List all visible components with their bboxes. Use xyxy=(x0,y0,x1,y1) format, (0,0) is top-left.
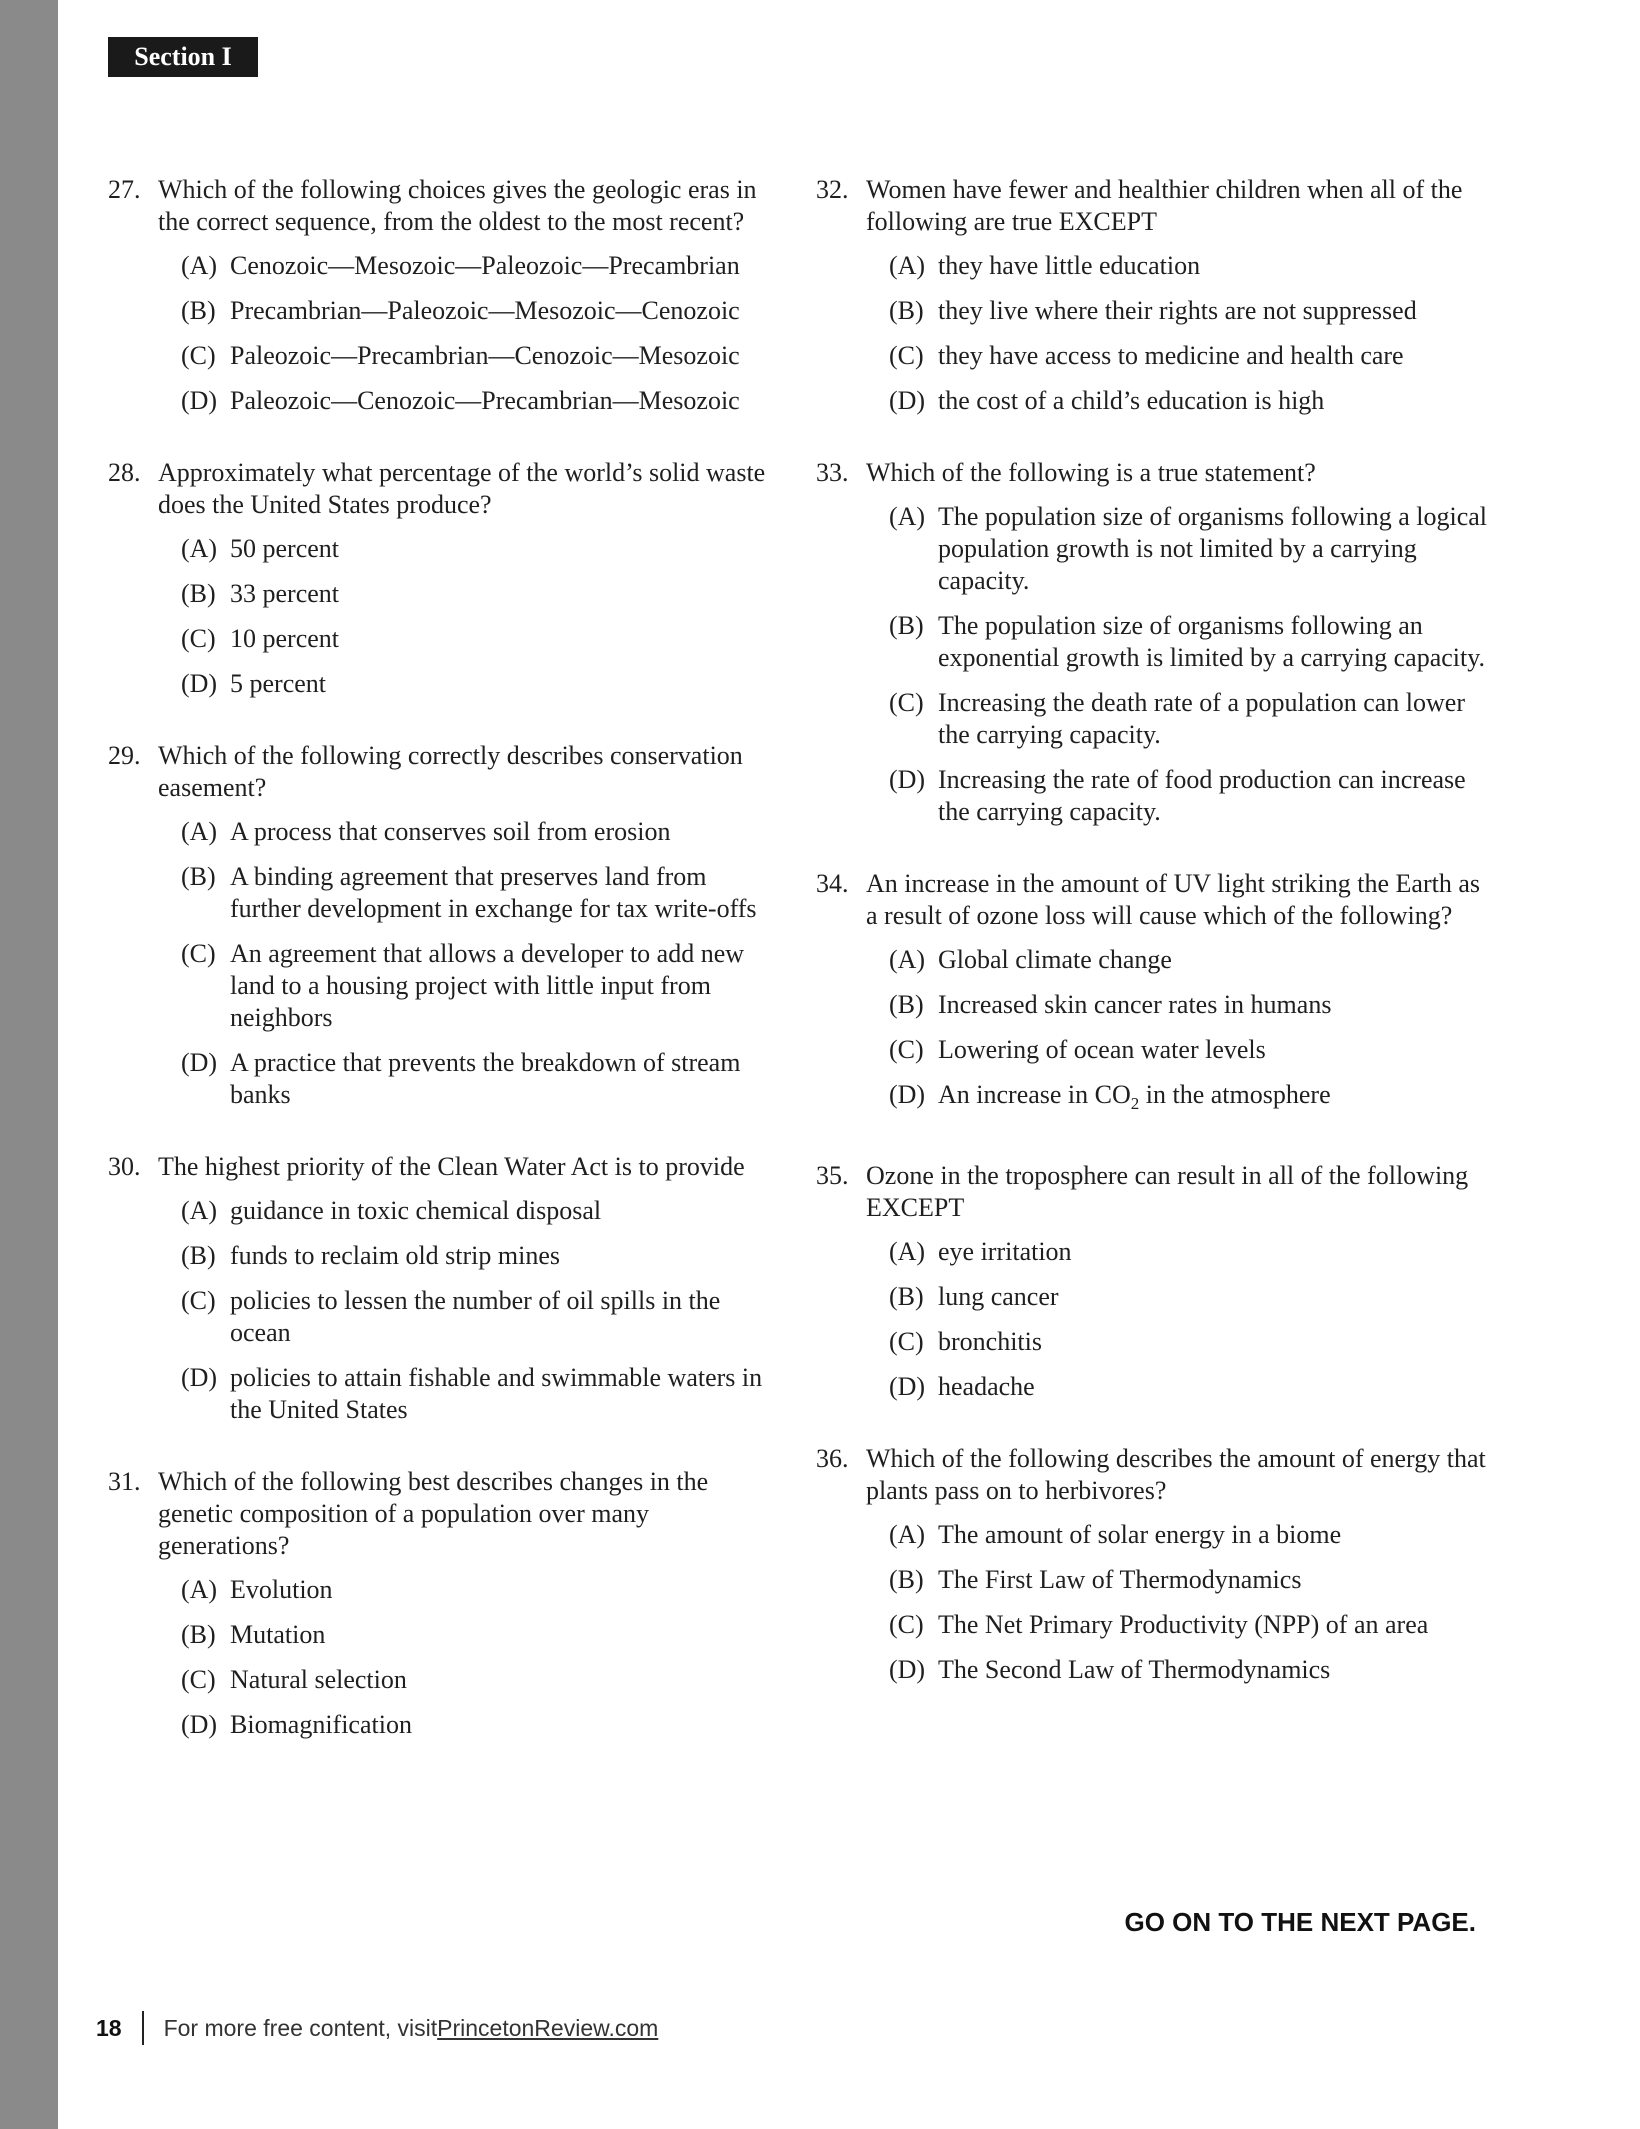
question-number: 33. xyxy=(816,458,849,487)
option-letter: (D) xyxy=(889,1080,926,1109)
answer-option xyxy=(889,1326,1496,1358)
footer-divider xyxy=(142,2011,144,2045)
option-text xyxy=(938,989,1496,1021)
option-text xyxy=(938,1371,1496,1403)
question-33 xyxy=(816,457,1496,828)
option-letter: (A) xyxy=(181,251,218,280)
answer-options xyxy=(181,1574,778,1741)
option-text-main: they have access to medicine and health care xyxy=(938,341,1404,370)
option-letter: (A) xyxy=(889,502,926,531)
answer-option xyxy=(889,687,1496,751)
option-text-main: bronchitis xyxy=(938,1327,1042,1357)
question-36 xyxy=(816,1443,1496,1686)
option-text-main: The population size of organisms following an exponential growth is limited by a carrying capacity. xyxy=(938,611,1486,672)
answer-option xyxy=(181,623,778,655)
answer-option xyxy=(181,1285,778,1349)
option-text xyxy=(230,938,778,1034)
section-label: Section I xyxy=(108,37,258,77)
option-letter: (C) xyxy=(889,1610,924,1640)
question-number: 34. xyxy=(816,869,849,898)
option-text xyxy=(938,1079,1496,1120)
option-text-main: The amount of solar energy in a biome xyxy=(938,1520,1342,1550)
option-text xyxy=(938,295,1496,327)
answer-option xyxy=(889,340,1496,372)
answer-option xyxy=(889,944,1496,976)
option-text-main: The Second Law of Thermodynamics xyxy=(938,1655,1331,1685)
question-stem xyxy=(816,868,1496,932)
option-text xyxy=(230,578,778,610)
question-number: 28. xyxy=(108,458,141,487)
question-stem xyxy=(816,457,1496,489)
answer-options xyxy=(181,533,778,700)
option-text-main: lung cancer xyxy=(938,1282,1059,1312)
answer-options xyxy=(181,1195,778,1426)
answer-option xyxy=(181,385,778,417)
question-text: Which of the following best describes changes in the genetic composition of a population over many generations? xyxy=(158,1467,709,1560)
question-number: 36. xyxy=(816,1444,849,1474)
side-bar xyxy=(0,0,58,2129)
question-text: Ozone in the troposphere can result in all of the following EXCEPT xyxy=(866,1161,1469,1223)
option-text-main: they have little education xyxy=(938,251,1201,280)
option-letter: (B) xyxy=(181,296,216,325)
option-text xyxy=(938,944,1496,976)
option-text xyxy=(230,861,778,925)
option-letter: (A) xyxy=(889,1237,926,1267)
answer-options xyxy=(889,250,1496,417)
answer-option xyxy=(889,385,1496,417)
question-text: Which of the following correctly describes conservation easement? xyxy=(158,741,743,802)
option-letter: (C) xyxy=(889,341,924,370)
question-27 xyxy=(108,174,778,417)
option-text-main: Mutation xyxy=(230,1620,326,1649)
option-letter: (D) xyxy=(889,765,926,794)
option-letter: (D) xyxy=(889,1372,926,1402)
option-text-main: A process that conserves soil from erosion xyxy=(230,817,671,846)
option-letter: (A) xyxy=(181,1196,218,1225)
question-32 xyxy=(816,174,1496,417)
question-text: An increase in the amount of UV light striking the Earth as a result of ozone loss will cause which of the following? xyxy=(866,869,1480,930)
answer-option xyxy=(889,1564,1496,1596)
option-text xyxy=(230,623,778,655)
option-subscript: 2 xyxy=(1130,1094,1140,1114)
left-column xyxy=(108,174,778,1781)
option-letter: (B) xyxy=(889,990,924,1019)
question-number: 29. xyxy=(108,741,141,770)
option-text-main: Cenozoic—Mesozoic—Paleozoic—Precambrian xyxy=(230,251,740,280)
answer-option xyxy=(181,938,778,1034)
answer-options xyxy=(181,816,778,1111)
option-text-main: Evolution xyxy=(230,1575,333,1604)
answer-option xyxy=(889,1654,1496,1686)
option-letter: (A) xyxy=(181,534,218,563)
question-number: 27. xyxy=(108,175,141,204)
answer-option xyxy=(181,1709,778,1741)
page-number: 18 xyxy=(96,2014,122,2041)
question-text: Which of the following choices gives the geologic eras in the correct sequence, from the oldest to the most recent? xyxy=(158,175,757,236)
question-number: 31. xyxy=(108,1467,141,1496)
answer-option xyxy=(181,578,778,610)
question-text: Which of the following is a true statement? xyxy=(866,458,1316,487)
question-stem xyxy=(816,1443,1496,1507)
question-stem xyxy=(816,1160,1496,1224)
answer-option xyxy=(181,1574,778,1606)
question-stem xyxy=(108,1466,778,1562)
answer-option xyxy=(181,1240,778,1272)
question-28 xyxy=(108,457,778,700)
answer-option xyxy=(181,1047,778,1111)
option-text-main: Increased skin cancer rates in humans xyxy=(938,990,1332,1019)
option-letter: (C) xyxy=(889,688,924,717)
question-30 xyxy=(108,1151,778,1426)
answer-option xyxy=(889,295,1496,327)
option-letter: (A) xyxy=(181,817,218,846)
option-text-main: The population size of organisms following a logical population growth is not limited by a carrying capacity. xyxy=(938,502,1488,595)
option-text xyxy=(230,533,778,565)
option-letter: (D) xyxy=(181,386,218,415)
option-letter: (D) xyxy=(889,1655,926,1685)
answer-option xyxy=(889,764,1496,828)
option-letter: (A) xyxy=(889,945,926,974)
option-text xyxy=(230,385,778,417)
option-text-main: A practice that prevents the breakdown of stream banks xyxy=(230,1048,741,1109)
option-text-main: Paleozoic—Precambrian—Cenozoic—Mesozoic xyxy=(230,341,740,370)
answer-option xyxy=(181,295,778,327)
answer-option xyxy=(889,1281,1496,1313)
option-letter: (B) xyxy=(889,1282,924,1312)
option-text-main: Precambrian—Paleozoic—Mesozoic—Cenozoic xyxy=(230,296,740,325)
option-text xyxy=(938,1654,1496,1686)
answer-option xyxy=(181,250,778,282)
right-column xyxy=(816,174,1496,1726)
option-text-main: policies to lessen the number of oil spills in the ocean xyxy=(230,1286,721,1347)
option-text xyxy=(230,1619,778,1651)
answer-option xyxy=(181,1664,778,1696)
option-text xyxy=(938,250,1496,282)
option-letter: (C) xyxy=(889,1327,924,1357)
option-text-main: Lowering of ocean water levels xyxy=(938,1035,1266,1064)
option-letter: (A) xyxy=(889,1520,926,1550)
answer-options xyxy=(889,1519,1496,1686)
answer-options xyxy=(889,1236,1496,1403)
option-text-main: An agreement that allows a developer to add new land to a housing project with little input from neighbors xyxy=(230,939,745,1032)
option-letter: (D) xyxy=(181,1363,218,1392)
option-text-main: 50 percent xyxy=(230,534,340,563)
option-text-main: The Net Primary Productivity (NPP) of an area xyxy=(938,1610,1429,1640)
option-text-main: An increase in CO xyxy=(938,1080,1131,1109)
option-text xyxy=(230,340,778,372)
option-text-main: Biomagnification xyxy=(230,1710,412,1739)
answer-option xyxy=(181,1195,778,1227)
option-letter: (D) xyxy=(181,1710,218,1739)
answer-option xyxy=(181,1619,778,1651)
option-text xyxy=(938,1326,1496,1358)
answer-option xyxy=(889,1609,1496,1641)
question-text: Which of the following describes the amount of energy that plants pass on to herbivores? xyxy=(866,1444,1486,1506)
answer-option xyxy=(181,1362,778,1426)
option-text xyxy=(230,1709,778,1741)
option-letter: (A) xyxy=(889,251,926,280)
answer-option xyxy=(181,340,778,372)
answer-option xyxy=(889,501,1496,597)
question-stem xyxy=(108,457,778,521)
option-text xyxy=(230,250,778,282)
option-text xyxy=(938,1236,1496,1268)
question-31 xyxy=(108,1466,778,1741)
option-text-main: 5 percent xyxy=(230,669,327,698)
option-letter: (B) xyxy=(181,1620,216,1649)
option-text xyxy=(230,1240,778,1272)
option-letter: (C) xyxy=(181,341,216,370)
option-text xyxy=(230,1285,778,1349)
option-text xyxy=(938,687,1496,751)
question-number: 32. xyxy=(816,175,849,204)
option-text-main: they live where their rights are not suppressed xyxy=(938,296,1417,325)
option-text xyxy=(938,1519,1496,1551)
option-text-main: eye irritation xyxy=(938,1237,1072,1267)
option-text xyxy=(230,295,778,327)
option-text-main: Increasing the death rate of a population can lower the carrying capacity. xyxy=(938,688,1465,749)
option-text xyxy=(230,1574,778,1606)
question-stem xyxy=(108,740,778,804)
option-letter: (B) xyxy=(889,611,924,640)
option-text-main: Increasing the rate of food production can increase the carrying capacity. xyxy=(938,765,1466,826)
answer-option xyxy=(889,989,1496,1021)
option-text-main: policies to attain fishable and swimmable waters in the United States xyxy=(230,1363,763,1424)
option-text xyxy=(938,1034,1496,1066)
option-text-main: A binding agreement that preserves land from further development in exchange for tax write-offs xyxy=(230,862,757,923)
option-text xyxy=(938,340,1496,372)
option-text xyxy=(230,668,778,700)
option-text xyxy=(938,501,1496,597)
option-text-main: Paleozoic—Cenozoic—Precambrian—Mesozoic xyxy=(230,386,740,415)
option-text xyxy=(230,816,778,848)
option-text xyxy=(938,1564,1496,1596)
princeton-review-link[interactable]: PrincetonReview.com xyxy=(437,2014,659,2041)
option-letter: (C) xyxy=(181,1286,216,1315)
question-stem xyxy=(108,1151,778,1183)
option-text-main: headache xyxy=(938,1372,1035,1402)
option-letter: (B) xyxy=(181,579,216,608)
answer-option xyxy=(889,1371,1496,1403)
question-number: 30. xyxy=(108,1152,141,1181)
answer-option xyxy=(181,533,778,565)
option-text-main: 10 percent xyxy=(230,624,340,653)
answer-option xyxy=(889,610,1496,674)
question-number: 35. xyxy=(816,1161,849,1191)
option-text xyxy=(938,610,1496,674)
option-text xyxy=(230,1362,778,1426)
option-text-main: Global climate change xyxy=(938,945,1172,974)
option-text-main: 33 percent xyxy=(230,579,340,608)
option-letter: (B) xyxy=(889,296,924,325)
question-stem xyxy=(816,174,1496,238)
question-stem xyxy=(108,174,778,238)
option-text-main: the cost of a child’s education is high xyxy=(938,386,1325,415)
answer-option xyxy=(889,250,1496,282)
option-text xyxy=(938,385,1496,417)
option-letter: (C) xyxy=(889,1035,924,1064)
option-letter: (D) xyxy=(181,1048,218,1077)
question-text: Approximately what percentage of the world’s solid waste does the United States produce? xyxy=(158,458,766,519)
option-text-main: funds to reclaim old strip mines xyxy=(230,1241,561,1270)
option-text xyxy=(938,1609,1496,1641)
option-text-main: Natural selection xyxy=(230,1665,407,1694)
option-text xyxy=(938,764,1496,828)
option-letter: (D) xyxy=(181,669,218,698)
question-35 xyxy=(816,1160,1496,1403)
question-34 xyxy=(816,868,1496,1120)
option-text-main: guidance in toxic chemical disposal xyxy=(230,1196,602,1225)
option-text-main: The First Law of Thermodynamics xyxy=(938,1565,1302,1595)
answer-option xyxy=(889,1034,1496,1066)
option-letter: (B) xyxy=(181,1241,216,1270)
answer-option xyxy=(181,816,778,848)
option-text xyxy=(230,1195,778,1227)
question-text: Women have fewer and healthier children when all of the following are true EXCEPT xyxy=(866,175,1463,236)
option-letter: (C) xyxy=(181,624,216,653)
option-letter: (C) xyxy=(181,939,216,968)
answer-option xyxy=(889,1079,1496,1120)
answer-option xyxy=(181,861,778,925)
option-text xyxy=(938,1281,1496,1313)
option-text-after: in the atmosphere xyxy=(1139,1080,1331,1109)
option-letter: (D) xyxy=(889,386,926,415)
option-text xyxy=(230,1047,778,1111)
answer-options xyxy=(889,501,1496,828)
footer-text: For more free content, visit xyxy=(163,2014,438,2041)
question-29 xyxy=(108,740,778,1111)
answer-option xyxy=(889,1236,1496,1268)
option-text xyxy=(230,1664,778,1696)
answer-options xyxy=(889,944,1496,1120)
answer-option xyxy=(181,668,778,700)
footer xyxy=(96,2010,658,2046)
option-letter: (B) xyxy=(889,1565,924,1595)
option-letter: (B) xyxy=(181,862,216,891)
answer-options xyxy=(181,250,778,417)
option-letter: (A) xyxy=(181,1575,218,1604)
option-letter: (C) xyxy=(181,1665,216,1694)
answer-option xyxy=(889,1519,1496,1551)
go-on-next-page-note: GO ON TO THE NEXT PAGE. xyxy=(1124,1907,1476,1937)
question-text: The highest priority of the Clean Water Act is to provide xyxy=(158,1152,745,1181)
